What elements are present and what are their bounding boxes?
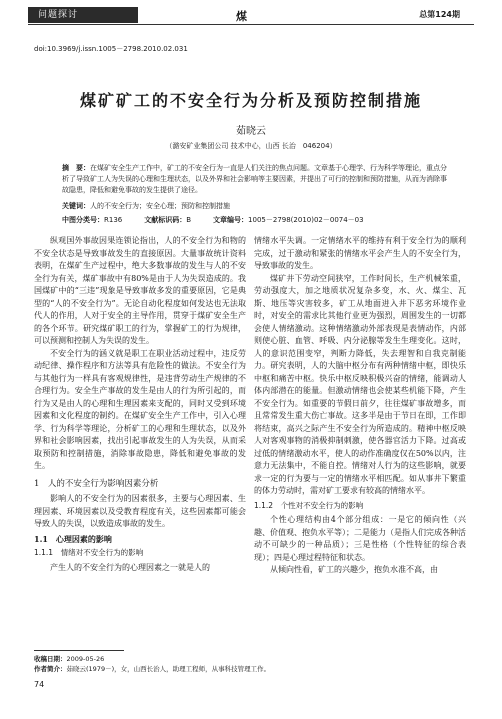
paragraph: 情绪水平失调。一定情绪水平的维持有利于安全行为的顺利完成，过于激动和紧张的情绪水平会产生人的不安全行为，导致事故的发生。 — [254, 236, 466, 270]
right-column — [254, 235, 466, 577]
header-rule — [28, 24, 474, 25]
author: 茹晓云 — [236, 126, 266, 137]
paragraph: 不安全行为的涵义就是职工在职业活动过程中，违反劳动纪律、操作程序和方法等具有危险性的做法。不安全行为与其他行为一样具有客观规律性，是违背劳动生产规律的不合理行为。安全生产事故的发生是由人的行为所引起的，而行为又是由人的心理和生理因素来支配的，同时又受到环境因素和文化程度的制约。在煤矿安全生产工作中，引入心理学、行为科学等理论，分析矿工的心理和生理状态，以及外界和社会影响因素，找出引起事故发生的人为失误，从而采取预防和控制措施，消除事故隐患，降低和避免事故的发生。 — [34, 348, 246, 470]
classification-row — [62, 215, 452, 225]
abstract-text: 在煤矿安全生产工作中，矿工的不安全行为一直是人们关注的焦点问题。文章基于心理学、行为科学等理论，重点分析了导致矿工人为失误的心理和生理状态，以及外界和社会影响等主要因素，并提出了可行的控制和预防措施，从而为消除事故隐患，降低和避免事故的发生提供了途径。 — [62, 164, 447, 194]
issue-number: 总第124期 — [419, 10, 460, 19]
author-bio: 作者简介：茹晓云(1979－)，女，山西长治人，助理工程师，从事科技管理工作。 — [34, 665, 271, 673]
abstract-label: 摘 要： — [62, 164, 90, 172]
subsubsection-heading: 1.1.1 情绪对不安全行为的影响 — [34, 548, 144, 557]
page-number: 74 — [34, 680, 45, 689]
abstract — [62, 163, 452, 196]
section-label: 问题探讨 — [28, 7, 138, 23]
keywords-text: 人的不安全行为；安全心理；预防和控制措施 — [90, 202, 230, 210]
article-id-field: 文章编号：1005－2798(2010)02－0074－03 — [213, 216, 364, 224]
section-heading: 1 人的不安全行为影响因素分析 — [34, 478, 159, 489]
keywords-label: 关键词： — [62, 202, 90, 210]
paragraph: 影响人的不安全行为的因素很多，主要与心理因素、生理因素、环境因素以及受教育程度有关，这些因素都可能会导致人的失误，以致造成事故的发生。 — [34, 494, 246, 528]
doc-code-field: 文献标识码：B — [144, 216, 192, 224]
doi: doi:10.3969/j.issn.1005－2798.2010.02.031 — [34, 45, 188, 53]
paragraph: 纵观国外事故因果连锁论指出，人的不安全行为和物的不安全状态是导致事故发生的直接原因。大量事故统计资料表明，在煤矿生产过程中，绝大多数事故的发生与人的不安全行为有关，煤矿事故中有80%是由于人为失误造成的。我国煤矿中的“三违”现象是导致事故多发的重要原因，它是典型的“人的不安全行为”。无论自动化程度如何发达也无法取代人的作用，人对于安全的主导作用，贯穿于煤矿安全生产的各个环节。研究煤矿职工的行为，掌握矿工的行为规律，可以预测和控制人为失误的发生。 — [34, 236, 246, 345]
paragraph: 产生人的不安全行为的心理因素之一就是人的 — [50, 562, 210, 572]
subsection-heading: 1.1 心理因素的影响 — [34, 533, 112, 544]
journal-mark: 煤 — [236, 10, 247, 23]
footnote-rule — [34, 650, 124, 651]
paragraph: 个性心理结构由4个部分组成：一是它的倾向性（兴趣、价值观、抱负水平等）；二是能力（是指人们完成各种活动不可缺少的一种品质）；三是性格（个性特征的综合表现）；四是心理过程特征和状态。 — [254, 515, 466, 562]
paragraph: 煤矿井下劳动空间狭窄，工作时间长，生产机械笨重，劳动强度大，加之地质状况复杂多变，水、火、煤尘、瓦斯、地压等灾害较多，矿工从地面进入井下恶劣环境作业时，对安全的需求比其他行业更为强烈，周围发生的一切都会使人情绪激动。这种情绪激动外部表现是表情动作，内部则使心脏、血管、呼吸、内分泌腺等发生生理变化。这时，人的意识范围变窄，判断力降低，失去理智和自我克制能力。研究表明，人的大脑中枢分布有两种情绪中枢，即快乐中枢和痛苦中枢。快乐中枢反映积极兴奋的情绪，能调动人体内部潜在的能量。但激动情绪也会使某些机能下降，产生不安全行为。如重要的节假日前夕，往往煤矿事故增多，而且常常发生重大伤亡事故。这多半是由于节日在即，工作即将结束，高兴之际产生不安全行为所造成的。精神中枢反映人对客观事物的消极抑制刺激，使各器官活力下降。过高或过低的情绪激动水平，使人的动作准确度仅在50%以内，注意力无法集中，不能自控。情绪对人行为的这些影响，就要求一定的行为要与一定的情绪水平相匹配。如从事井下繁重的体力劳动时，需对矿工要求有较高的情绪水平。 — [254, 273, 466, 495]
received-date: 收稿日期：2009-05-26 — [34, 655, 105, 663]
left-column — [34, 235, 246, 574]
paragraph: 从倾向性看，矿工的兴趣少，抱负水准不高，由 — [270, 565, 438, 574]
keywords — [62, 201, 452, 211]
footnote — [34, 654, 270, 674]
subsubsection-heading: 1.1.2 个性对不安全行为的影响 — [254, 500, 364, 510]
clc-field: 中图分类号：R136 — [62, 216, 123, 224]
running-header — [0, 7, 502, 27]
affiliation: （潞安矿业集团公司 技术中心，山西 长治 046204） — [165, 142, 337, 150]
paper-title: 煤矿矿工的不安全行为分析及预防控制措施 — [79, 91, 422, 110]
